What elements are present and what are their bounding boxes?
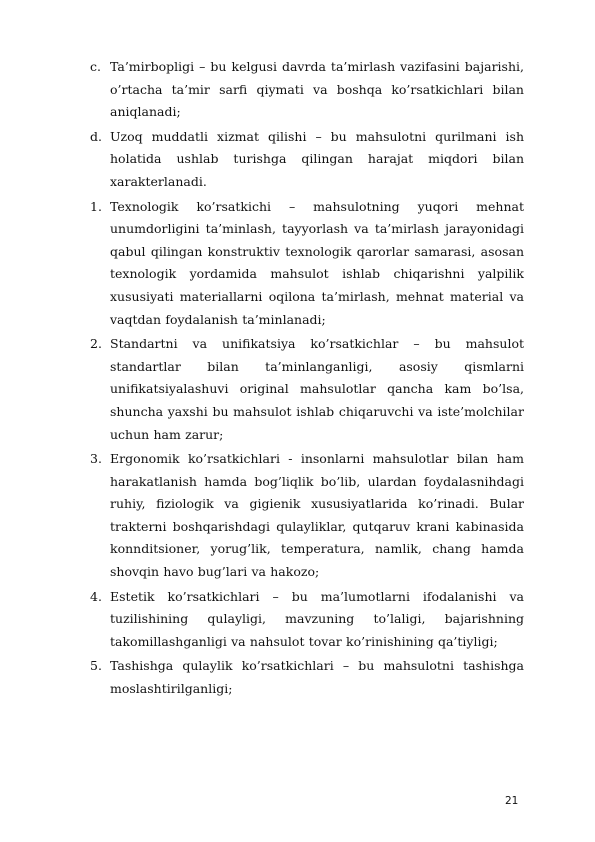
list-item-text: Uzoq muddatli xizmat qilishi – bu mahsulotni qurilmani ish holatida ushlab turishga qilingan harajat miqdori bilan xarakterlanadi. — [110, 128, 524, 189]
list-marker: c. — [90, 59, 101, 74]
list-item — [90, 448, 524, 584]
list-item-text: Standartni va unifikatsiya ko’rsatkichlar – bu mahsulot standartlar bilan ta’minlanganligi, asosiy qismlarni unifikatsiyalashuvi original mahsulotlar qancha kam bo’lsa, shuncha yaxshi bu mahsulot ishlab chiqaruvchi va iste’molchilar uchun ham zarur; — [110, 336, 524, 442]
list-marker: 1. — [90, 198, 102, 214]
list-marker: d. — [90, 128, 102, 144]
list-item — [90, 56, 524, 124]
list-marker: 3. — [90, 451, 102, 467]
list-item-text: Tashishga qulaylik ko’rsatkichlari – bu mahsulotni tashishga moslashtirilganligi; — [110, 658, 524, 697]
list-item-text: Texnologik ko’rsatkichi – mahsulotning yuqori mehnat unumdorligini ta’minlash, tayyorlash va ta’mirlash jarayonidagi qabul qilingan konstruktiv texnologik qarorlar samarasi, asosan texnologik yordamida mahsulot ishlab chiqarishni yalpilik xususiyati materiallarni oqilona ta’mirlash, mehnat material va vaqtdan foydalanish ta’minlanadi; — [110, 198, 524, 327]
list-item — [90, 126, 524, 194]
list-marker: 4. — [90, 588, 102, 604]
list-item-text: Ergonomik ko’rsatkichlari - insonlarni mahsulotlar bilan ham harakatlanish hamda bog’liqlik bo’lib, ulardan foydalasnihdagi ruhiy, fiziologik va gigienik xususiyatlarida ko’rinadi. Bular trakterni boshqarishdagi qulayliklar, qutqaruv krani kabinasida konnditsioner, yorug’lik, temperatura, namlik, chang hamda shovqin havo bug’lari va hakozo; — [110, 451, 524, 580]
list-item — [90, 655, 524, 700]
list-item-text: Estetik ko’rsatkichlari – bu ma’lumotlarni ifodalanishi va tuzilishining qulayligi, mavzuning to’laligi, bajarishning takomillashganligi va nahsulot tovar ko’rinishining qa’tiyligi; — [110, 588, 524, 649]
criteria-list — [90, 56, 524, 703]
list-marker: 5. — [90, 658, 102, 674]
page-number: 21 — [505, 795, 519, 807]
list-marker: 2. — [90, 336, 102, 352]
list-item — [90, 586, 524, 654]
list-item — [90, 333, 524, 446]
list-item — [90, 196, 524, 332]
list-item-text: Ta’mirbopligi – bu kelgusi davrda ta’mirlash vazifasini bajarishi, o’rtacha ta’mir sarfi qiymati va boshqa ko’rsatkichlari bilan aniqlanadi; — [110, 59, 524, 120]
